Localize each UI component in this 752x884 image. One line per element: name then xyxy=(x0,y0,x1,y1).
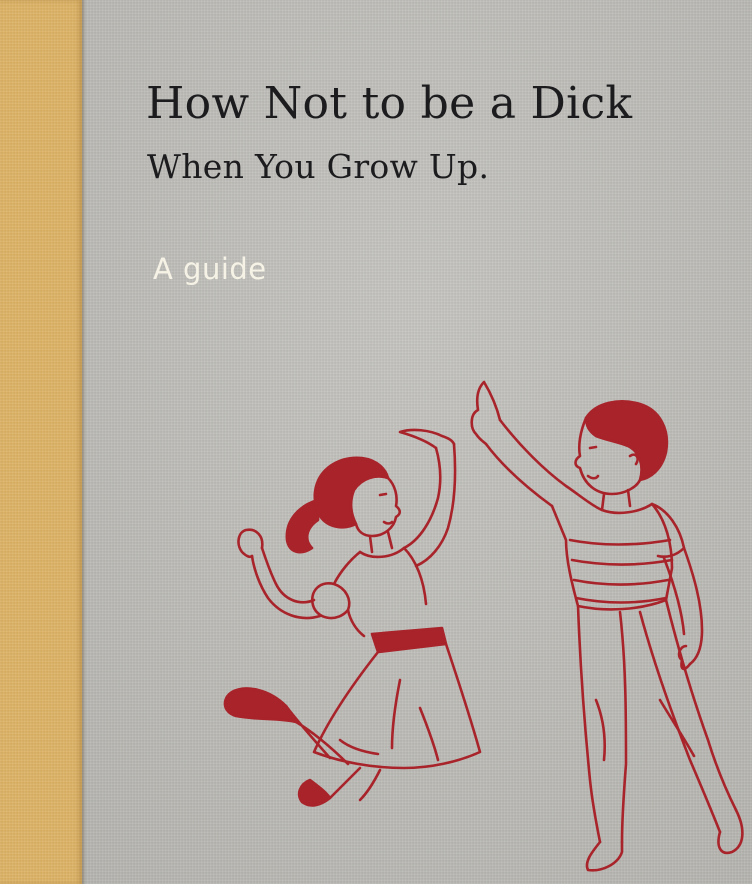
girl-leg-left xyxy=(286,706,348,764)
girl-sleeve xyxy=(312,583,349,618)
girl-leg-right xyxy=(330,768,380,800)
girl-back-arm xyxy=(252,548,320,618)
girl-hair xyxy=(315,458,388,527)
girl-figure xyxy=(225,430,480,806)
girl-skirt xyxy=(314,644,480,768)
boy-figure xyxy=(472,382,743,870)
boy-foot-left xyxy=(587,842,622,870)
book-tagline: A guide xyxy=(153,252,267,286)
girl-raised-hand xyxy=(400,430,454,448)
girl-face xyxy=(356,478,400,536)
girl-belt xyxy=(372,628,446,652)
girl-raised-arm xyxy=(404,444,455,566)
boy-shirt-stripes xyxy=(570,540,672,603)
girl-ponytail xyxy=(287,500,318,552)
boy-raised-hand xyxy=(472,382,500,444)
girl-shoe-left xyxy=(225,688,296,722)
boy-hair xyxy=(586,401,667,480)
boy-raised-arm xyxy=(486,420,566,506)
book-title: How Not to be a Dick xyxy=(146,78,633,129)
girl-bodice xyxy=(334,548,426,636)
boy-foot-right xyxy=(719,810,743,853)
book-subtitle: When You Grow Up. xyxy=(147,147,490,186)
girl-fist xyxy=(239,530,263,557)
girl-shoe-right xyxy=(299,780,330,805)
